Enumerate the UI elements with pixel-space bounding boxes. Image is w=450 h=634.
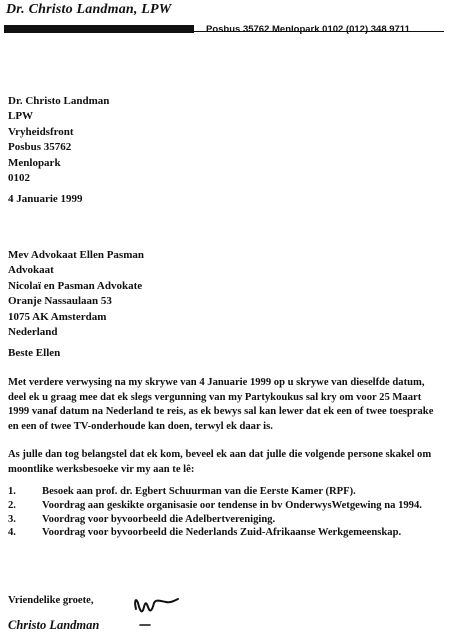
list-item <box>8 485 438 499</box>
list-text: Voordrag voor byvoorbeeld die Nederlands Zuid-Afrikaanse Werkgemeenskap. <box>42 527 402 539</box>
list-number: 3. <box>8 513 16 525</box>
list-text: Voordrag voor byvoorbeeld die Adelbertvereniging. <box>42 513 276 525</box>
sender-line: Vryheidsfront <box>8 125 74 138</box>
list-item <box>8 526 438 540</box>
sender-line: Dr. Christo Landman <box>8 95 110 107</box>
list-number: 4. <box>8 527 16 539</box>
recipient-line: Nederland <box>8 326 58 339</box>
recipient-line: Mev Advokaat Ellen Pasman <box>8 249 144 261</box>
recipient-line: 1075 AK Amsterdam <box>8 310 107 323</box>
sender-address <box>8 94 109 186</box>
sender-line: Posbus 35762 <box>8 141 72 154</box>
list-item <box>8 513 438 527</box>
signature-name: Christo Landman <box>8 618 100 632</box>
list-number: 2. <box>8 499 16 511</box>
signature-scribble <box>130 591 182 631</box>
letterhead-name: Dr. Christo Landman, LPW <box>6 2 172 17</box>
recipient-address <box>8 248 144 340</box>
salutation: Beste Ellen <box>8 347 61 359</box>
list-text: Voordrag aan geskikte organisasie oor tendense in bv OnderwysWetgewing na 1994. <box>42 499 422 511</box>
list-text: Besoek aan prof. dr. Egbert Schuurman van die Eerste Kamer (RPF). <box>42 486 356 497</box>
closing: Vriendelike groete, <box>8 595 94 606</box>
recipient-line: Advokaat <box>8 264 54 277</box>
letterhead-contact: Posbus 35762 Menlopark 0102 (012) 348 9711 <box>206 24 410 35</box>
list-item <box>8 499 438 513</box>
letter-date: 4 Januarie 1999 <box>8 193 83 205</box>
letterhead-bar <box>4 25 194 33</box>
request-list <box>8 485 438 540</box>
sender-line: LPW <box>8 110 34 123</box>
sender-line: 0102 <box>8 172 30 185</box>
body-paragraph-2: As julle dan tog belangstel dat ek kom, beveel ek aan dat julle die volgende persone skakel om moontlike werksbesoeke vir my aan te lê: <box>8 449 432 475</box>
body-paragraph-1: Met verdere verwysing na my skrywe van 4 Januarie 1999 op u skrywe van dieselfde datum, deel ek u graag mee dat ek slegs vergunning van my Partykoukus sal kry om voor 25 Maart 1999 vanaf datum na Nederland te reis, as ek bewys sal kan lewer dat ek een of twee toesprake en een of twee TV-onderhoude kan doen, terwyl ek daar is. <box>8 377 434 432</box>
recipient-line: Oranje Nassaulaan 53 <box>8 295 112 308</box>
list-number: 1. <box>8 486 16 497</box>
recipient-line: Nicolaï en Pasman Advokate <box>8 279 143 292</box>
sender-line: Menlopark <box>8 156 61 169</box>
